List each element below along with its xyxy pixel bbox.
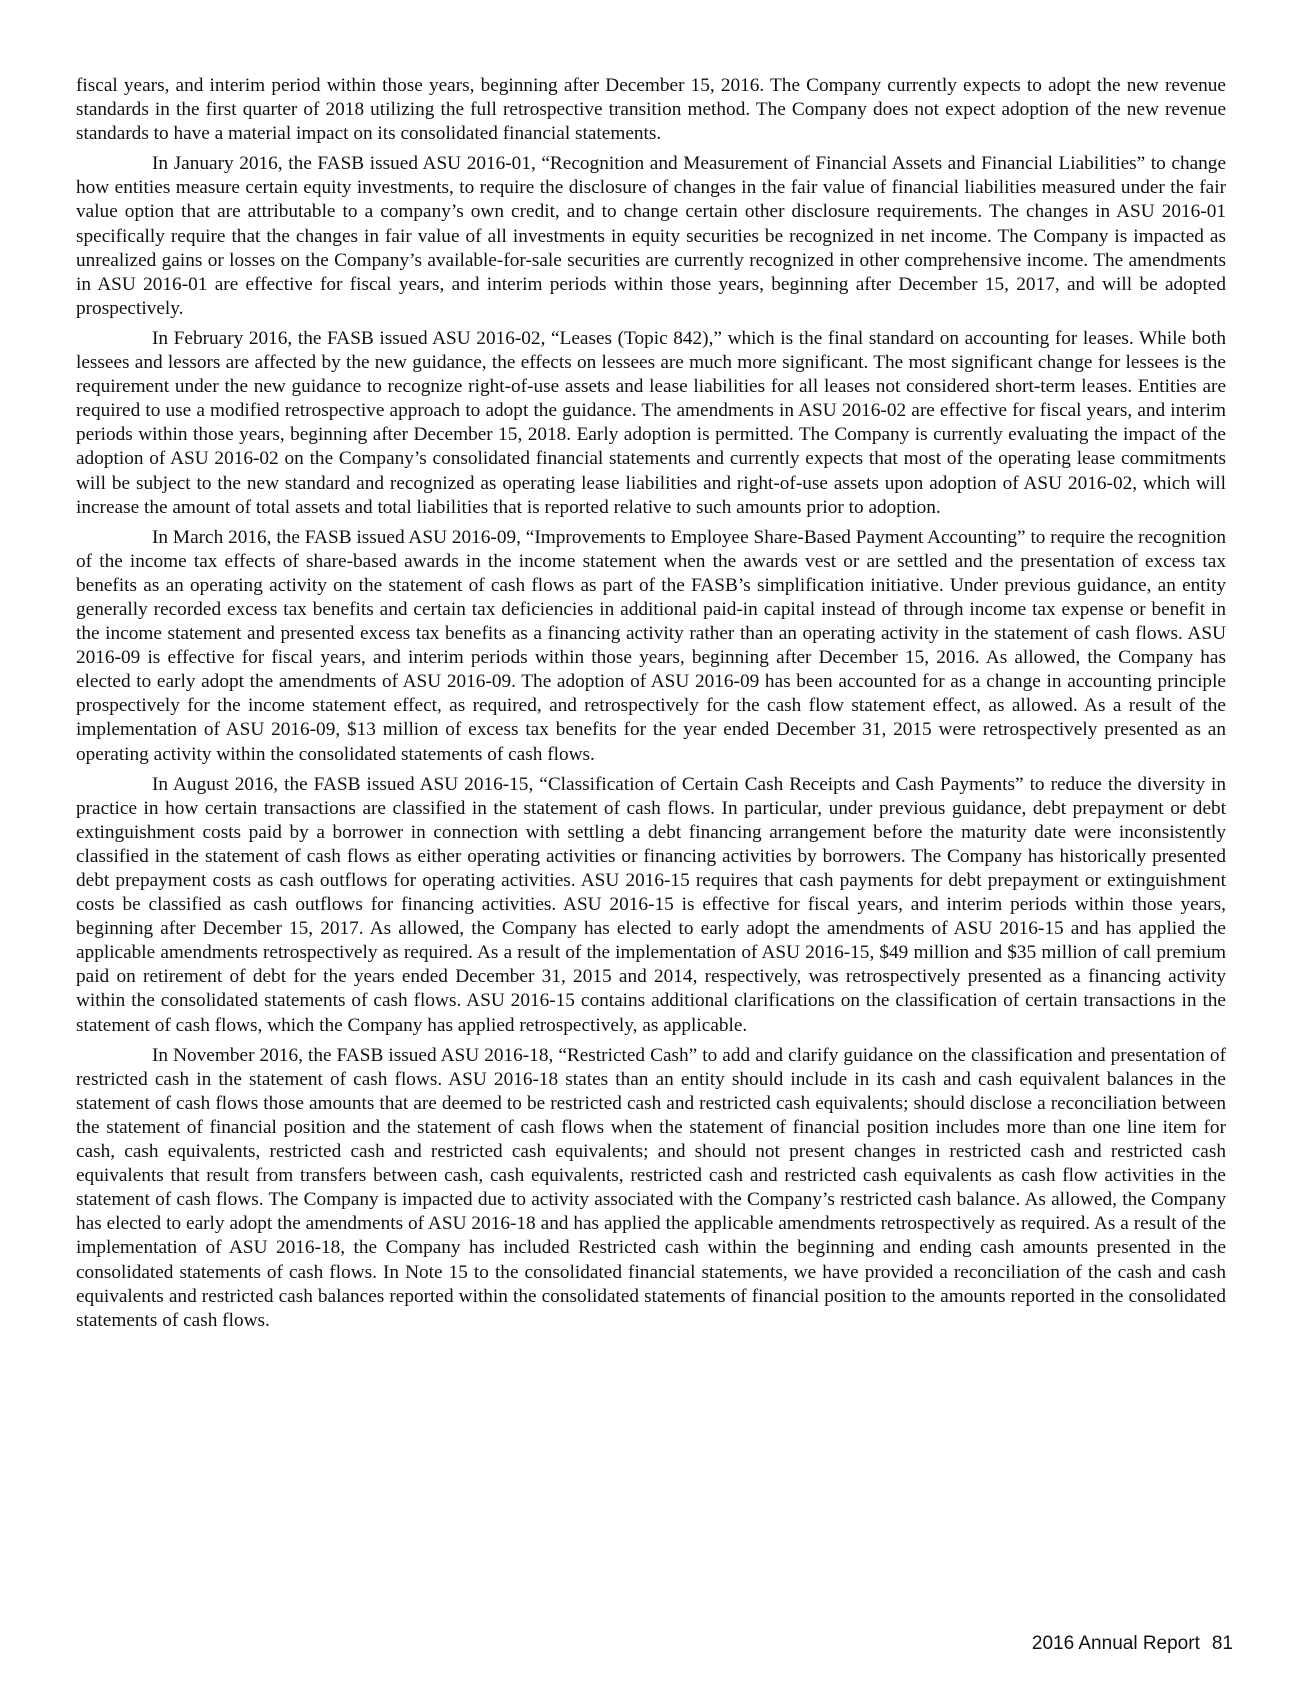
- paragraph-asu-2016-01: In January 2016, the FASB issued ASU 2016-01, “Recognition and Measurement of Financial Assets and Financial Liabilities” to change how entities measure certain equity investments, to require the disclosure of changes in the fair value of financial liabilities measured under the fair value option that are attributable to a company’s own credit, and to change certain other disclosure requirements. The changes in ASU 2016-01 specifically require that the changes in fair value of all investments in equity securities be recognized in net income. The Company is impacted as unrealized gains or losses on the Company’s available-for-sale securities are currently recognized in other comprehensive income. The amendments in ASU 2016-01 are effective for fiscal years, and interim periods within those years, beginning after December 15, 2017, and will be adopted prospectively.: [76, 153, 1226, 319]
- report-title: 2016 Annual Report: [1031, 1633, 1200, 1654]
- page-number: 81: [1211, 1633, 1233, 1654]
- paragraph-asu-2016-02: In February 2016, the FASB issued ASU 2016-02, “Leases (Topic 842),” which is the final standard on accounting for leases. While both lessees and lessors are affected by the new guidance, the effects on lessees are much more significant. The most significant change for lessees is the requirement under the new guidance to recognize right-of-use assets and lease liabilities for all leases not considered short-term leases. Entities are required to use a modified retrospective approach to adopt the guidance. The amendments in ASU 2016-02 are effective for fiscal years, and interim periods within those years, beginning after December 15, 2018. Early adoption is permitted. The Company is currently evaluating the impact of the adoption of ASU 2016-02 on the Company’s consolidated financial statements and currently expects that most of the operating lease commitments will be subject to the new standard and recognized as operating lease liabilities and right-of-use assets upon adoption of ASU 2016-02, which will increase the amount of total assets and total liabilities that is reported relative to such amounts prior to adoption.: [76, 327, 1226, 518]
- document-body: [76, 74, 1226, 1339]
- paragraph-asu-2016-09: In March 2016, the FASB issued ASU 2016-09, “Improvements to Employee Share-Based Payment Accounting” to require the recognition of the income tax effects of share-based awards in the income statement when the awards vest or are settled and the presentation of excess tax benefits as an operating activity on the statement of cash flows as part of the FASB’s simplification initiative. Under previous guidance, an entity generally recorded excess tax benefits and certain tax deficiencies in additional paid-in capital instead of through income tax expense or benefit in the income statement and presented excess tax benefits as a financing activity rather than an operating activity in the statement of cash flows. ASU 2016-09 is effective for fiscal years, and interim periods within those years, beginning after December 15, 2016. As allowed, the Company has elected to early adopt the amendments of ASU 2016-09. The adoption of ASU 2016-09 has been accounted for as a change in accounting principle prospectively for the income statement effect, as required, and retrospectively for the cash flow statement effect, as allowed. As a result of the implementation of ASU 2016-09, $13 million of excess tax benefits for the year ended December 31, 2015 were retrospectively presented as an operating activity within the consolidated statements of cash flows.: [76, 526, 1226, 765]
- paragraph-asu-2016-18: In November 2016, the FASB issued ASU 2016-18, “Restricted Cash” to add and clarify guidance on the classification and presentation of restricted cash in the statement of cash flows. ASU 2016-18 states than an entity should include in its cash and cash equivalent balances in the statement of cash flows those amounts that are deemed to be restricted cash and restricted cash equivalents; should disclose a reconciliation between the statement of financial position and the statement of cash flows when the statement of financial position includes more than one line item for cash, cash equivalents, restricted cash and restricted cash equivalents; and should not present changes in restricted cash and restricted cash equivalents that result from transfers between cash, cash equivalents, restricted cash and restricted cash equivalents as cash flow activities in the statement of cash flows. The Company is impacted due to activity associated with the Company’s restricted cash balance. As allowed, the Company has elected to early adopt the amendments of ASU 2016-18 and has applied the applicable amendments retrospectively as required. As a result of the implementation of ASU 2016-18, the Company has included Restricted cash within the beginning and ending cash amounts presented in the consolidated statements of cash flows. In Note 15 to the consolidated financial statements, we have provided a reconciliation of the cash and cash equivalents and restricted cash balances reported within the consolidated statements of financial position to the amounts reported in the consolidated statements of cash flows.: [76, 1044, 1226, 1331]
- page-footer: [1032, 1632, 1233, 1656]
- paragraph-revenue-standards-continued: fiscal years, and interim period within those years, beginning after December 15, 2016. The Company currently expects to adopt the new revenue standards in the first quarter of 2018 utilizing the full retrospective transition method. The Company does not expect adoption of the new revenue standards to have a material impact on its consolidated financial statements.: [76, 75, 1226, 145]
- paragraph-asu-2016-15: In August 2016, the FASB issued ASU 2016-15, “Classification of Certain Cash Receipts and Cash Payments” to reduce the diversity in practice in how certain transactions are classified in the statement of cash flows. In particular, under previous guidance, debt prepayment or debt extinguishment costs paid by a borrower in connection with settling a debt financing arrangement before the maturity date were inconsistently classified in the statement of cash flows as either operating activities or financing activities by borrowers. The Company has historically presented debt prepayment costs as cash outflows for operating activities. ASU 2016-15 requires that cash payments for debt prepayment or extinguishment costs be classified as cash outflows for financing activities. ASU 2016-15 is effective for fiscal years, and interim periods within those years, beginning after December 15, 2017. As allowed, the Company has elected to early adopt the amendments of ASU 2016-15 and has applied the applicable amendments retrospectively as required. As a result of the implementation of ASU 2016-15, $49 million and $35 million of call premium paid on retirement of debt for the years ended December 31, 2015 and 2014, respectively, was retrospectively presented as a financing activity within the consolidated statements of cash flows. ASU 2016-15 contains additional clarifications on the classification of certain transactions in the statement of cash flows, which the Company has applied retrospectively, as applicable.: [76, 773, 1226, 1036]
